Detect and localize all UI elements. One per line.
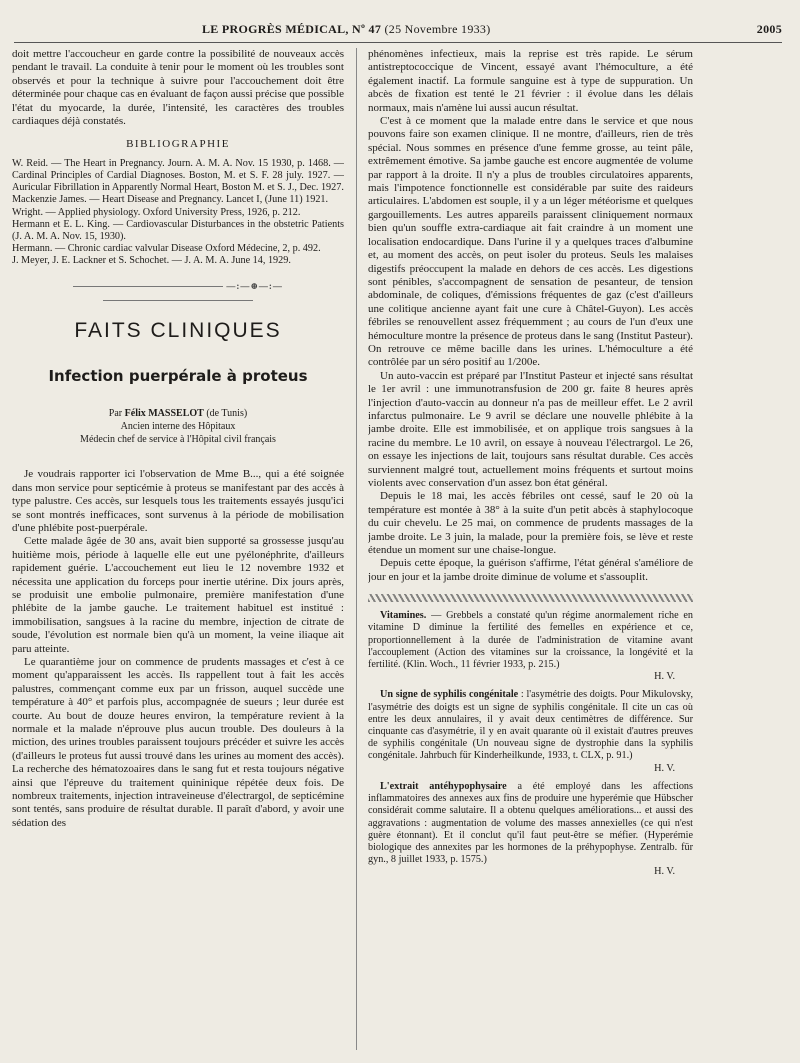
intro-paragraph: doit mettre l'accoucheur en garde contre la possibilité de nouveaux accès pendant le travail. La conduite à tenir pour le moment où les troubles sont observés et pour la technique à suivre pour l'accouchement doit être déterminée pour chaque cas en évaluant de façon aussi précise que possible l'état du myocarde, la durée, l'intensité, les caractères des troubles cardiaques déjà constatés. [12,48,344,128]
running-header [14,22,782,43]
review-initials: H. V. [654,671,675,683]
bibliography-entry: Hermann et E. L. King. — Cardiovascular Disturbances in the obstetric Patients (J. A. M. A. Nov. 15, 1930). [12,218,344,243]
article-title: Infection puerpérale à proteus [48,366,308,385]
bibliography [12,158,344,268]
review-initials: H. V. [654,866,675,878]
review-lead: Vitamines. [380,610,427,622]
bibliography-entry: W. Reid. — The Heart in Pregnancy. Journ. A. M. A. Nov. 15 1930, p. 1468. — Cardinal Principles of Cardial Diagnoses. Boston, M. et S. F. 28 july. 1927. — Auricular Fibrillation in Apparently Normal Heart, Boston M. et S. J., Dec. 1927. [12,157,344,194]
author-name: Félix MASSELOT [124,408,204,420]
bibliography-entry: Hermann. — Chronic cardiac valvular Disease Oxford Médecine, 2, p. 492. [12,243,321,255]
byline-author-line: Par Félix MASSELOT (de Tunis) [108,408,248,420]
review-lead: L'extrait antéhypophysaire [380,780,507,792]
review-section [368,610,693,878]
review-lead: Un signe de syphilis congénitale [380,689,519,701]
bibliography-entry: J. Meyer, J. E. Lackner et S. Schochet. — J. A. M. A. June 14, 1929. [12,255,291,267]
review-item: Un signe de syphilis congénitale : l'asymétrie des doigts. Pour Mikulovsky, l'asymétrie des doigts est un signe de syphilis congénitale. Il cite un cas où entre les deux annulaires, il y avait deux centimètres de différence. Sur cinquante cas d'asymétrie, il y en avait quarante où il existait d'autres preuves de syphilis congénitale (Un nouveau signe de dystrophie dans la syphilis congénitale. Jahrbuch für Kinderheilkunde, 1933, t. CLX, p. 91.) H. V. [368,689,693,774]
body-paragraph: Un auto-vaccin est préparé par l'Institut Pasteur et injecté sans résultat le 1er avril : une immunotransfusion de 200 gr. faite 8 heures après l'injection d'auto-vaccin au donneur n'a pas de meilleur effet. Le 2 avril infarctus pulmonaire. Le 9 avril se déclare une nouvelle phlébite à la jambe droite. Elle est immobilisée, et on applique trois sangsues à la racine du membre. Le 10 avril, on essaye à nouveau l'électrargol. Le 26, on essaye les injections de lait, toujours sans résultat durable. Ces accès surviennent malgré tout, actuellement moins fréquents et surtout moins violents avec conservation d'un assez bon état général. [368,369,693,489]
body-paragraph: Depuis cette époque, la guérison s'affirme, l'état général s'améliore de jour en jour et la jambe droite diminue de volume et s'assouplit. [368,557,693,583]
body-paragraph: C'est à ce moment que la malade entre dans le service et que nous pouvons faire son examen clinique. Il ne montre, d'ailleurs, rien de très spécial. Nous sommes en présence d'une femme grosse, au teint pâle, extrêmement émotive. Sa jambe gauche est encore augmentée de volume par rapport à la droite. Il n'y a plus de troubles circulatoires apparents, mais l'impotence fonctionnelle est considérable par suite des raideurs articulaires. L'abdomen est souple, il y a un léger météorisme et quelques gargouillements. Les autres appareils paraissent cliniquement normaux bien qu'un souffle extra-cardiaque ait fait craindre à un moment une localisation endocardique. Dans l'urine il y a quelques traces d'albumine et, au moment des accès, on peut isoler du proteus. Seuls les malaises digestifs préoccupent la malade en dehors de ces accès. Les digestions sont pénibles, s'accompagnent de sensation de pesanteur, de tension abdominale, de coliques, d'émissions fréquentes de gaz (c'est d'ailleurs une colitique ancienne ayant fait une cure à Châtel-Guyon). Les accès fébriles se renouvellent assez fréquemment ; au cours de l'un d'eux une hémoculture montre la présence de proteus dans le sang (Institut Pasteur). On retrouve ce même bacille dans les urines. L'hémoculture a été contrôlée par un séro positif au 1/200e. [368,115,693,369]
review-initials: H. V. [654,762,675,774]
left-column [12,48,344,1051]
right-column [368,48,693,1051]
section-ornament: —:—⊕—:— [12,280,344,307]
page-number: 2005 [756,22,782,36]
body-paragraph: Cette malade âgée de 30 ans, avait bien supporté sa grossesse jusqu'au huitième mois, période à laquelle elle eut une pyélonéphrite, d'ailleurs rapidement guérie. L'accouchement eut lieu le 12 novembre 1932 et nécessita une application du forceps pour inertie utérine. Dix jours après, se produisit une embolie pulmonaire, première manifestation d'une phlébite de la jambe gauche. Le traitement habituel est institué : immobilisation, sangsues à la racine du membre, injection de citrate de soude, l'évolution est normale bien qu'à un moment, la veine iliaque ait paru atteinte. [12,535,344,655]
issue-date: (25 Novembre 1933) [384,22,491,36]
byline [12,407,344,446]
author-title: Ancien interne des Hôpitaux [120,421,236,433]
journal-title: LE PROGRÈS MÉDICAL, Nº 47 (25 Novembre 1933) [202,22,491,36]
body-paragraph: phénomènes infectieux, mais la reprise est très rapide. Le sérum antistreptococcique de Vincent, essayé avant l'hémoculture, a été également inactif. La formule sanguine est à type de suppuration. Un abcès de fixation est tenté le 21 février : il évolue dans les délais normaux, mais n'amène lui aussi aucun résultat. [368,48,693,114]
section-heading: FAITS CLINIQUES [74,319,282,343]
body-paragraph: Le quarantième jour on commence de prudents massages et c'est à ce moment qu'apparaissent les accès. Ils rappellent tout à fait les accès palustres, commençant comme eux par un frisson, auquel succède une température à 40° et parfois plus, accompagnée de sueurs ; leur durée est courte. Au bout de douze heures environ, la température revient à la normale et la malade n'éprouve plus aucun trouble. Des douleurs à la miction, des urines troubles paraissent toujours précéder et suivre les accès (d'ailleurs le proteus fut aussi trouvé dans les urines au moment des accès). La recherche des hématozoaires dans le sang fut et resta toujours négative ainsi que l'épreuve du traitement quininique répétée deux fois. De nombreux traitements, injection intraveineuse d'électrargol, de septicémine sont tentés, sans produire de résultat durable. Il paraît d'abord, y avoir une sédation des [12,655,344,829]
author-title: Médecin chef de service à l'Hôpital civil français [80,434,276,446]
bibliography-entry: Wright. — Applied physiology. Oxford University Press, 1926, p. 212. [12,206,301,218]
body-paragraph: Depuis le 18 mai, les accès fébriles ont cessé, sauf le 20 où la température est montée à 38° à la suite d'un petit abcès à staphylocoque du cuir chevelu. Le 25 mai, on commence de prudents massages de la jambe droite. Le 3 juin, la malade, pour la première fois, se lève et reste étendue un moment sur une chaise-longue. [368,490,693,557]
column-divider [356,48,357,1050]
review-item: L'extrait antéhypophysaire a été employé dans les affections inflammatoires des annexes aux fins de produire une hyperémie que Hübscher considérait comme salutaire. Il a obtenu quelques améliorations... et aussi des aggravations : augmentation de volume des masses annexielles (ce qui n'est guère étonnant). Et il conclut qu'il faut peut-être se méfier. (Hyperémie biologique des annexites par les hormones de la préhypophyse. Zentralb. für gyn., 8 juillet 1933, p. 1575.) H. V. [368,780,693,878]
bibliography-entry: Mackenzie James. — Heart Disease and Pregnancy. Lancet I, (June 11) 1921. [12,194,329,206]
body-paragraph: Je voudrais rapporter ici l'observation de Mme B..., qui a été soignée dans mon service pour septicémie à proteus se manifestant par des accès à type palustre. Ces accès, sur lesquels tous les traitements essayés jusqu'ici se sont montrés inefficaces, sont survenus à la période de mobilisation d'une phlébite post-puerpérale. [12,468,344,534]
decorative-divider [368,594,693,602]
author-location: (de Tunis) [206,408,248,420]
review-item: Vitamines. — Grebbels a constaté qu'un régime anormalement riche en vitamine D diminue la fertilité des femelles en expérience et ce, proportionnellement à la durée de l'administration de vitamine avant l'accouplement (Action des vitamines sur la croissance, la longévité et la fertilité. (Klin. Woch., 11 février 1933, p. 215.) H. V. [368,610,693,683]
bibliography-heading: BIBLIOGRAPHIE [126,138,230,151]
